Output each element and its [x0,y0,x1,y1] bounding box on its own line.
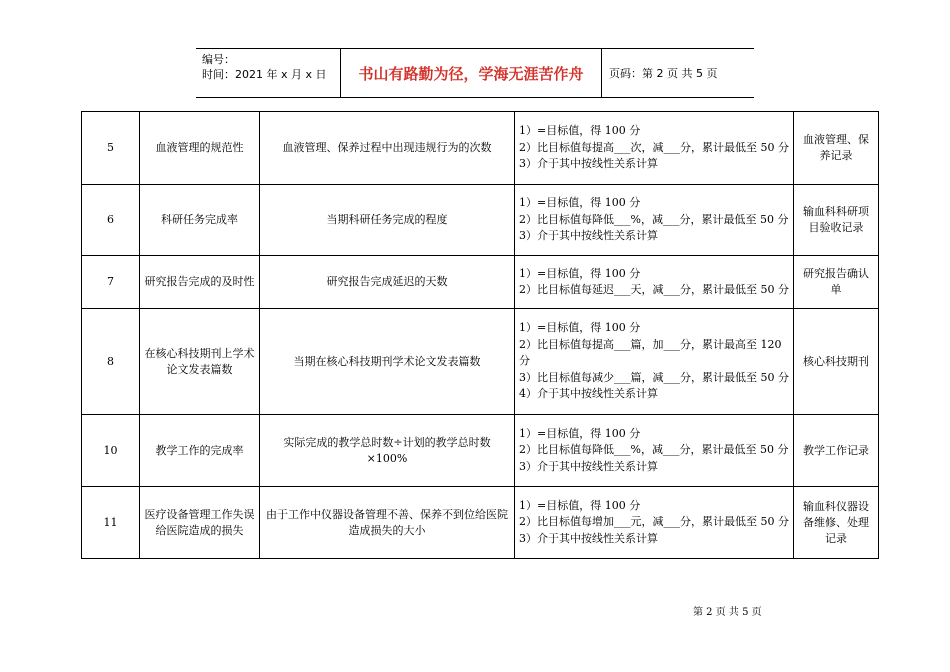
scoring-rule: 1）=目标值，得 100 分 [519,426,641,440]
kpi-definition: 由于工作中仪器设备管理不善、保养不到位给医院造成损失的大小 [260,487,515,559]
scoring-rule: 1）=目标值，得 100 分 [519,321,641,335]
data-source: 核心科技期刊 [794,309,879,415]
kpi-name: 教学工作的完成率 [140,415,260,487]
kpi-name: 科研任务完成率 [140,185,260,256]
document-time: 时间：2021 年 x 月 x 日 [202,68,327,81]
kpi-name: 血液管理的规范性 [140,112,260,185]
scoring-rules [515,309,794,415]
table-row [82,256,879,309]
kpi-definition: 研究报告完成延迟的天数 [260,256,515,309]
row-number: 11 [82,487,140,559]
table-row [82,185,879,256]
header-motto: 书山有路勤为径，学海无涯苦作舟 [341,49,602,97]
scoring-rule: 1）=目标值，得 100 分 [519,266,641,280]
scoring-rule: 3）介于其中按线性关系计算 [519,157,658,171]
data-source: 血液管理、保养记录 [794,112,879,185]
table-row [82,309,879,415]
scoring-rule: 2）比目标值每降低___%，减___分，累计最低至 50 分 [519,443,789,457]
kpi-definition: 实际完成的教学总时数÷计划的教学总时数×100% [260,415,515,487]
data-source: 输血科科研项目验收记录 [794,185,879,256]
scoring-rules [515,415,794,487]
row-number: 10 [82,415,140,487]
row-number: 7 [82,256,140,309]
kpi-table [81,111,879,559]
kpi-name: 研究报告完成的及时性 [140,256,260,309]
scoring-rule: 1）=目标值，得 100 分 [519,124,641,138]
kpi-name: 在核心科技期刊上学术论文发表篇数 [140,309,260,415]
scoring-rule: 1）=目标值，得 100 分 [519,498,641,512]
header-page-number: 页码：第 2 页 共 5 页 [609,67,718,80]
scoring-rules [515,112,794,185]
row-number: 5 [82,112,140,185]
kpi-definition: 当期科研任务完成的程度 [260,185,515,256]
data-source: 研究报告确认单 [794,256,879,309]
scoring-rule: 4）介于其中按线性关系计算 [519,387,658,401]
kpi-definition: 当期在核心科技期刊学术论文发表篇数 [260,309,515,415]
data-source: 教学工作记录 [794,415,879,487]
table-row [82,112,879,185]
table-row [82,415,879,487]
page-footer: 第 2 页 共 5 页 [693,607,762,618]
scoring-rules [515,256,794,309]
scoring-rule: 3）介于其中按线性关系计算 [519,531,658,545]
header-meta [196,49,341,97]
kpi-definition: 血液管理、保养过程中出现违规行为的次数 [260,112,515,185]
page-header [196,48,754,98]
scoring-rule: 3）比目标值每减少___篇，减___分，累计最低至 50 分 [519,370,789,384]
scoring-rule: 2）比目标值每提高___次，减___分，累计最低至 50 分 [519,140,789,154]
document-number-label: 编号： [202,53,235,66]
kpi-name: 医疗设备管理工作失误给医院造成的损失 [140,487,260,559]
table-row [82,487,879,559]
row-number: 8 [82,309,140,415]
scoring-rules [515,185,794,256]
scoring-rules [515,487,794,559]
scoring-rule: 2）比目标值每增加___元，减___分，累计最低至 50 分 [519,515,789,529]
scoring-rule: 3）介于其中按线性关系计算 [519,459,658,473]
scoring-rule: 2）比目标值每降低___%，减___分，累计最低至 50 分 [519,212,789,226]
data-source: 输血科仪器设备维修、处理记录 [794,487,879,559]
scoring-rule: 1）=目标值，得 100 分 [519,196,641,210]
row-number: 6 [82,185,140,256]
scoring-rule: 2）比目标值每延迟___天，减___分，累计最低至 50 分 [519,283,789,296]
scoring-rule: 2）比目标值每提高___篇，加___分，累计最高至 120 分 [519,337,782,368]
scoring-rule: 3）介于其中按线性关系计算 [519,229,658,243]
